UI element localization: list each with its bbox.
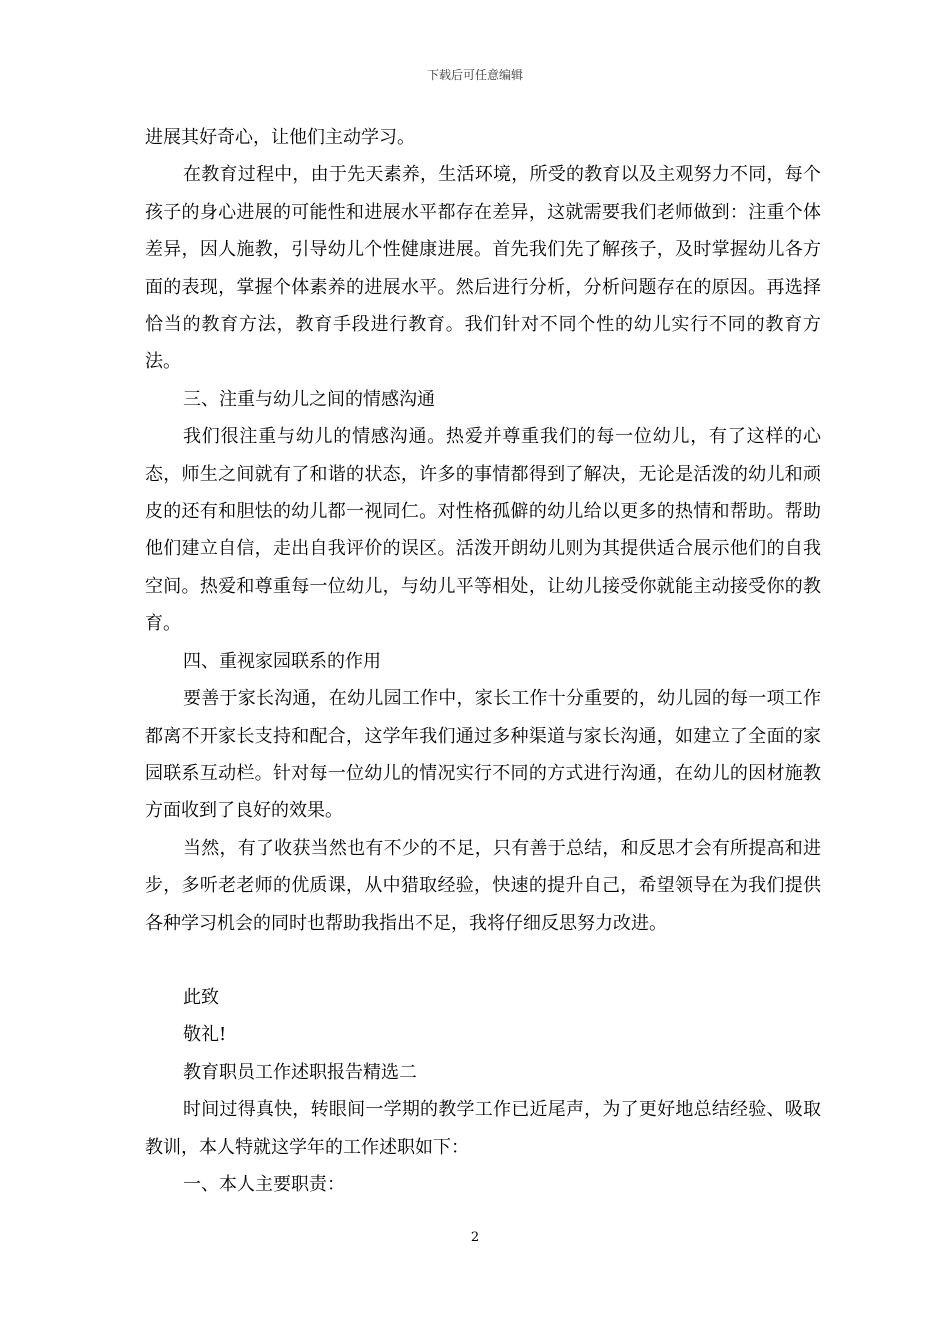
report-title-2: 教育职员工作述职报告精选二 <box>183 1061 417 1083</box>
document-body <box>145 119 821 1203</box>
paragraph-6: 时间过得真快，转眼间一学期的教学工作已近尾声，为了更好地总结经验、吸取教训，本人特就这学年的工作述职如下： <box>145 1099 821 1158</box>
blank-line <box>145 942 821 979</box>
paragraph-4: 要善于家长沟通，在幼儿园工作中，家长工作十分重要的，幼儿园的每一项工作都离不开家长支持和配合，这学年我们通过多种渠道与家长沟通，如建立了全面的家园联系互动栏。针对每一位幼儿的情况实行不同的方式进行沟通，在幼儿的因材施教方面收到了良好的效果。 <box>145 688 821 822</box>
section-heading-4: 四、重视家园联系的作用 <box>183 650 381 672</box>
section-heading-1: 一、本人主要职责： <box>183 1173 345 1195</box>
page-header: 下载后可任意编辑 <box>426 68 523 82</box>
page-number: 2 <box>470 1230 480 1245</box>
closing-salutation: 此致 <box>183 986 219 1008</box>
section-heading-3: 三、注重与幼儿之间的情感沟通 <box>183 388 435 410</box>
paragraph-2: 在教育过程中，由于先天素养，生活环境，所受的教育以及主观努力不同，每个孩子的身心进展的可能性和进展水平都存在差异，这就需要我们老师做到：注重个体差异，因人施教，引导幼儿个性健康进展。首先我们先了解孩子，及时掌握幼儿各方面的表现，掌握个体素养的进展水平。然后进行分析，分析问题存在的原因。再选择恰当的教育方法，教育手段进行教育。我们针对不同个性的幼儿实行不同的教育方法。 <box>145 164 821 373</box>
paragraph-1: 进展其好奇心，让他们主动学习。 <box>145 127 415 148</box>
paragraph-5: 当然，有了收获当然也有不少的不足，只有善于总结，和反思才会有所提高和进步，多听老老师的优质课，从中猎取经验，快速的提升自己，希望领导在为我们提供各种学习机会的同时也帮助我指出不足，我将仔细反思努力改进。 <box>145 837 821 934</box>
closing-regards: 敬礼! <box>183 1024 227 1046</box>
paragraph-3: 我们很注重与幼儿的情感沟通。热爱并尊重我们的每一位幼儿，有了这样的心态，师生之间就有了和谐的状态，许多的事情都得到了解决，无论是活泼的幼儿和顽皮的还有和胆怯的幼儿都一视同仁。对性格孤僻的幼儿给以更多的热情和帮助。帮助他们建立自信，走出自我评价的误区。活泼开朗幼儿则为其提供适合展示他们的自我空间。热爱和尊重每一位幼儿，与幼儿平等相处，让幼儿接受你就能主动接受你的教育。 <box>145 426 821 635</box>
